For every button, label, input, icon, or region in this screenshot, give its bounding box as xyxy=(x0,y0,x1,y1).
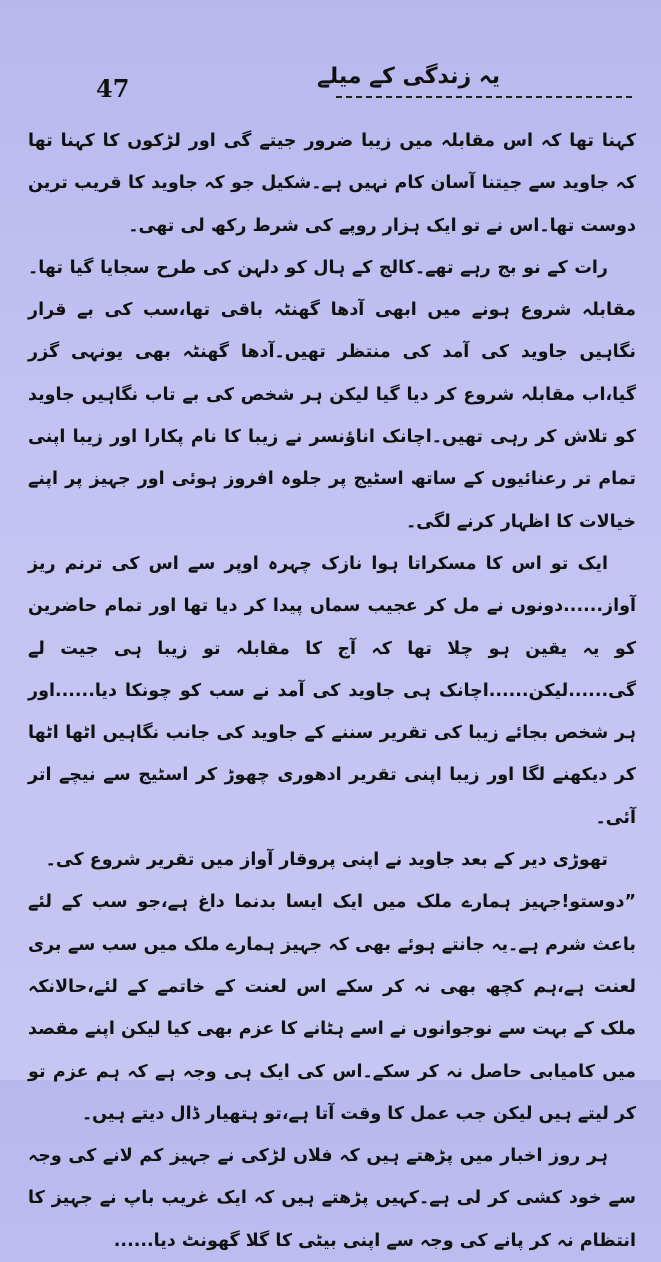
paragraph: ایک تو اس کا مسکراتا ہوا نازک چہرہ اوپر سے اس کی ترنم ریز آواز......دونوں نے مل کر عجیب سماں پیدا کر دیا تھا اور تمام حاضرین کو یہ یقین ہو چلا تھا کہ آج کا مقابلہ تو زیبا ہی جیت لے گی......لیکن......اچانک ہی جاوید کی آمد نے سب کو چونکا دیا......اور ہر شخص بجائے زیبا کی تقریر سننے کے جاوید کی جانب نگاہیں اٹھا اٹھا کر دیکھنے لگا اور زیبا اپنی تقریر ادھوری چھوڑ کر اسٹیج سے نیچے اتر آئی۔ xyxy=(28,553,636,828)
header-rule xyxy=(336,96,632,98)
paragraph: رات کے نو بج رہے تھے۔کالج کے ہال کو دلہن کی طرح سجایا گیا تھا۔مقابلہ شروع ہونے میں ابھی آدھا گھنٹہ باقی تھا،سب کی بے قرار نگاہیں جاوید کی آمد کی منتظر تھیں۔آدھا گھنٹہ بھی یونہی گزر گیا،اب مقابلہ شروع کر دیا گیا لیکن ہر شخص کی بے تاب نگاہیں جاوید کو تلاش کر رہی تھیں۔اچانک اناؤنسر نے زیبا کا نام پکارا اور زیبا اپنی تمام تر رعنائیوں کے ساتھ اسٹیج پر جلوہ افروز ہوئی اور جہیز پر اپنے خیالات کا اظہار کرنے لگی۔ xyxy=(28,257,636,532)
body-text xyxy=(28,120,636,1262)
paragraph: ”دوستو!جہیز ہمارے ملک میں ایک ایسا بدنما داغ ہے،جو سب کے لئے باعث شرم ہے۔یہ جانتے ہوئے بھی کہ جہیز ہمارے ملک میں سب سے بری لعنت ہے،ہم کچھ بھی نہ کر سکے اس لعنت کے خاتمے کے لئے،حالانکہ ملک کے بہت سے نوجوانوں نے اسے ہٹانے کا عزم بھی کیا لیکن اپنے مقصد میں کامیابی حاصل نہ کر سکے۔اس کی ایک ہی وجہ ہے کہ ہم عزم تو کر لیتے ہیں لیکن جب عمل کا وقت آتا ہے،تو ہتھیار ڈال دیتے ہیں۔ xyxy=(28,892,636,1124)
page-header xyxy=(40,60,630,104)
running-title: یہ زندگی کے میلے xyxy=(317,64,500,89)
paragraph: کہنا تھا کہ اس مقابلہ میں زیبا ضرور جیتے گی اور لڑکوں کا کہنا تھا کہ جاوید سے جیتنا آسان کام نہیں ہے۔شکیل جو کہ جاوید کا قریب ترین دوست تھا۔اس نے تو ایک ہزار روپے کی شرط رکھ لی تھی۔ xyxy=(28,131,636,236)
paragraph: ہر روز اخبار میں پڑھتے ہیں کہ فلاں لڑکی نے جہیز کم لانے کی وجہ سے خود کشی کر لی ہے۔کہیں پڑھتے ہیں کہ ایک غریب باپ نے جہیز کا انتظام نہ کر پانے کی وجہ سے اپنی بیٹی کا گلا گھونٹ دیا...... xyxy=(28,1146,636,1251)
paragraph: تھوڑی دیر کے بعد جاوید نے اپنی پروقار آواز میں تقریر شروع کی۔ xyxy=(45,850,608,871)
page-number: 47 xyxy=(96,74,130,103)
